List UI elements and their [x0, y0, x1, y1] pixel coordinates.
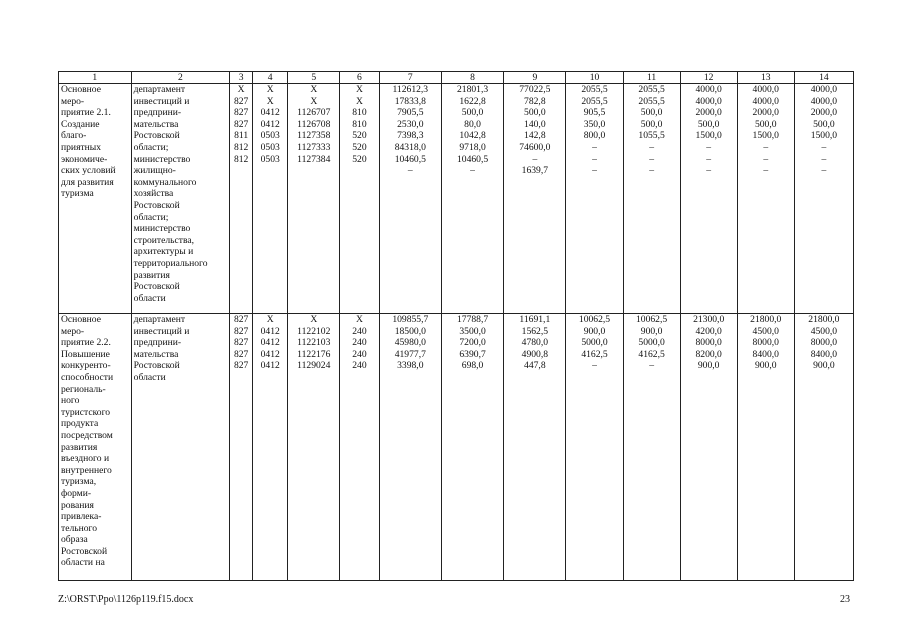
- measure-name-cell: Основное меро- приятие 2.1. Создание благо- приятных экономиче- ских условий для развития туризма: [59, 84, 132, 314]
- amount-cell: 4000,0 4000,0 2000,0 500,0 1500,0 – – –: [794, 84, 853, 314]
- amount-cell: 109855,7 18500,0 45980,0 41977,7 3398,0: [379, 314, 441, 581]
- csr-cell: X X 1126707 1126708 1127358 1127333 1127384: [288, 84, 340, 314]
- table-row: [59, 84, 854, 314]
- grbs-cell: 827 827 827 827 827: [230, 314, 253, 581]
- amount-cell: 17788,7 3500,0 7200,0 6390,7 698,0: [441, 314, 503, 581]
- header-cell: 9: [504, 72, 566, 84]
- rzpr-cell: X X 0412 0412 0503 0503 0503: [253, 84, 288, 314]
- header-cell: 5: [288, 72, 340, 84]
- vr-cell: X 240 240 240 240: [340, 314, 379, 581]
- amount-cell: 21801,3 1622,8 500,0 80,0 1042,8 9718,0 10460,5 –: [441, 84, 503, 314]
- csr-cell: X 1122102 1122103 1122176 1129024: [288, 314, 340, 581]
- header-cell: 7: [379, 72, 441, 84]
- header-cell: 4: [253, 72, 288, 84]
- header-cell: 8: [441, 72, 503, 84]
- file-path: Z:\ORST\Ppo\1126p119.f15.docx: [58, 594, 194, 605]
- amount-cell: 11691,1 1562,5 4780,0 4900,8 447,8: [504, 314, 566, 581]
- amount-cell: 4000,0 4000,0 2000,0 500,0 1500,0 – – –: [680, 84, 737, 314]
- budget-table: [58, 71, 854, 581]
- header-cell: 12: [680, 72, 737, 84]
- executor-cell: департамент инвестиций и предприни- мательства Ростовской области: [131, 314, 230, 581]
- header-cell: 14: [794, 72, 853, 84]
- amount-cell: 112612,3 17833,8 7905,5 2530,0 7398,3 84318,0 10460,5 –: [379, 84, 441, 314]
- grbs-cell: X 827 827 827 811 812 812: [230, 84, 253, 314]
- executor-cell: департамент инвестиций и предприни- мательства Ростовской области; министерство жилищно- коммунального хозяйства Ростовской области; министерство строительства, архитектуры и территориального развития Ростовской области: [131, 84, 230, 314]
- measure-name-cell: Основное меро- приятие 2.2. Повышение конкуренто- способности региональ- ного туристского продукта посредством развития въездного и внутреннего туризма, форми- рования привлека- тельного образа Ростовской области на: [59, 314, 132, 581]
- amount-cell: 2055,5 2055,5 905,5 350,0 800,0 – – –: [566, 84, 623, 314]
- amount-cell: 2055,5 2055,5 500,0 500,0 1055,5 – – –: [623, 84, 680, 314]
- amount-cell: 21300,0 4200,0 8000,0 8200,0 900,0: [680, 314, 737, 581]
- rzpr-cell: X 0412 0412 0412 0412: [253, 314, 288, 581]
- header-row: [59, 72, 854, 84]
- document-page: [58, 71, 854, 581]
- table-row: [59, 314, 854, 581]
- header-cell: 6: [340, 72, 379, 84]
- amount-cell: 10062,5 900,0 5000,0 4162,5 –: [623, 314, 680, 581]
- header-cell: 3: [230, 72, 253, 84]
- header-cell: 2: [131, 72, 230, 84]
- amount-cell: 4000,0 4000,0 2000,0 500,0 1500,0 – – –: [737, 84, 794, 314]
- amount-cell: 10062,5 900,0 5000,0 4162,5 –: [566, 314, 623, 581]
- amount-cell: 21800,0 4500,0 8000,0 8400,0 900,0: [794, 314, 853, 581]
- header-cell: 10: [566, 72, 623, 84]
- header-cell: 1: [59, 72, 132, 84]
- vr-cell: X X 810 810 520 520 520: [340, 84, 379, 314]
- page-number: 23: [840, 594, 850, 605]
- header-cell: 13: [737, 72, 794, 84]
- amount-cell: 21800,0 4500,0 8000,0 8400,0 900,0: [737, 314, 794, 581]
- amount-cell: 77022,5 782,8 500,0 140,0 142,8 74600,0 – 1639,7: [504, 84, 566, 314]
- header-cell: 11: [623, 72, 680, 84]
